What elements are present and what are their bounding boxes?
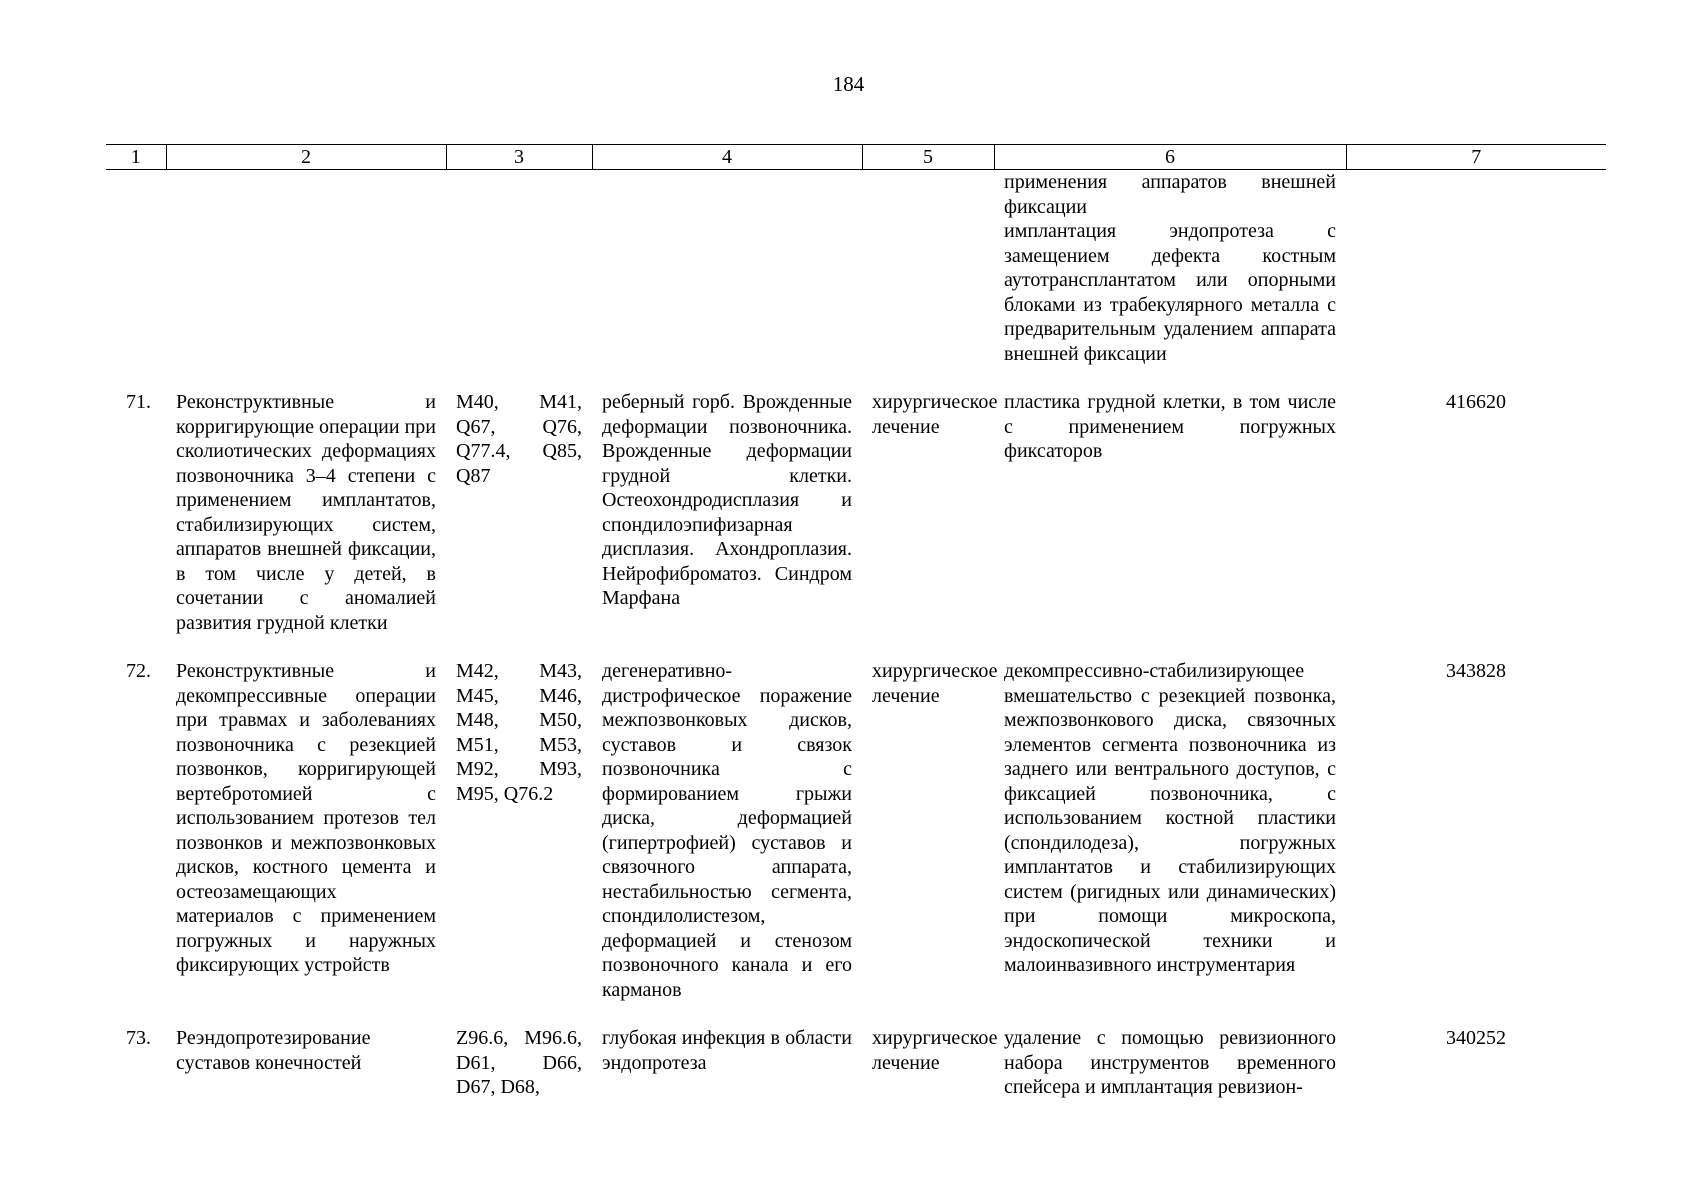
diagnosis-cell: глубокая инфекция в области эндопротеза [602,1027,852,1074]
treatment-type-cell: хирургическое лечение [872,391,998,438]
row-number-cell: 72. [126,660,151,682]
cost-cell: 343828 [1446,660,1506,682]
column-header: 7 [1346,145,1606,170]
procedure-name-cell: Реэндопротезирование суставов конечностей [176,1027,371,1074]
treatment-type-cell [862,170,994,391]
diagnosis-cell: дегенеративно-дистрофическое поражение межпозвонковых дисков, суставов и связок позвоночника с формированием грыжи диска, деформацией (гипертрофией) суставов и связочного аппарата, нестабильностью сегмента, спондилолистезом, деформацией и стенозом позвоночного канала и его карманов [602,660,852,1001]
column-header: 4 [592,145,862,170]
table-row [106,390,1606,659]
diagnosis-cell [592,170,862,391]
icd-codes-cell: M42, M43, M45, M46, M48, M50, M51, M53, M92, M93, M95, Q76.2 [456,660,582,805]
icd-codes-cell [446,170,592,391]
row-number-cell: 71. [126,391,151,413]
diagnosis-cell: реберный горб. Врожденные деформации позвоночника. Врожденные деформации грудной клетки. Остеохондродисплазия и спондилоэпифизарная дисплазия. Ахондроплазия. Нейрофиброматоз. Синдром Марфана [602,391,852,609]
table-row [106,170,1606,391]
column-header: 1 [106,145,166,170]
treatment-method-cell: декомпрессивно-стабилизирующее вмешательство с резекцией позвонка, межпозвонкового диска, связочных элементов сегмента позвоночника из заднего или вентрального доступов, с фиксацией позвоночника, с использованием костной пластики (спондилодеза), погружных имплантатов и стабилизирующих систем (ригидных или динамических) при помощи микроскопа, эндоскопической техники и малоинвазивного инструментария [1004,660,1336,976]
procedure-name-cell: Реконструктивные и корригирующие операции при сколиотических деформациях позвоночника 3–4 степени с применением имплантатов, стабилизирующих систем, аппаратов внешней фиксации, в том числе у детей, в сочетании с аномалией развития грудной клетки [176,391,436,634]
procedure-name-cell: Реконструктивные и декомпрессивные операции при травмах и заболеваниях позвоночника с резекцией позвонков, корригирующей вертебротомией с использованием протезов тел позвонков и межпозвонковых дисков, костного цемента и остеозамещающих материалов с применением погружных и наружных фиксирующих устройств [176,660,436,976]
cost-cell: 416620 [1446,391,1506,413]
icd-codes-cell: Z96.6, M96.6, D61, D66, D67, D68, [456,1027,582,1098]
procedures-table [106,144,1606,1100]
treatment-type-cell: хирургическое лечение [872,660,998,707]
column-header: 6 [994,145,1346,170]
table-row [106,1026,1606,1100]
column-header: 3 [446,145,592,170]
column-header: 2 [166,145,446,170]
page-number: 184 [832,72,865,96]
procedures-table-container [106,144,1606,1100]
treatment-method-cell: удаление с помощью ревизионного набора инструментов временного спейсера и имплантация ревизион- [1004,1027,1336,1098]
table-header-row [106,145,1606,170]
table-row [106,659,1606,1026]
cost-cell: 340252 [1446,1027,1506,1049]
icd-codes-cell: M40, M41, Q67, Q76, Q77.4, Q85, Q87 [456,391,582,487]
treatment-method-cell: пластика грудной клетки, в том числе с применением погружных фиксаторов [1004,391,1336,462]
procedure-name-cell [166,170,446,391]
treatment-type-cell: хирургическое лечение [872,1027,998,1074]
row-number-cell [106,170,166,391]
row-number-cell: 73. [126,1027,151,1049]
column-header: 5 [862,145,994,170]
cost-cell [1346,170,1606,391]
treatment-method-cell: применения аппаратов внешней фиксации имплантация эндопротеза с замещением дефекта костным аутотрансплантатом или опорными блоками из трабекулярного металла с предварительным удалением аппарата внешней фиксации [1004,171,1336,365]
